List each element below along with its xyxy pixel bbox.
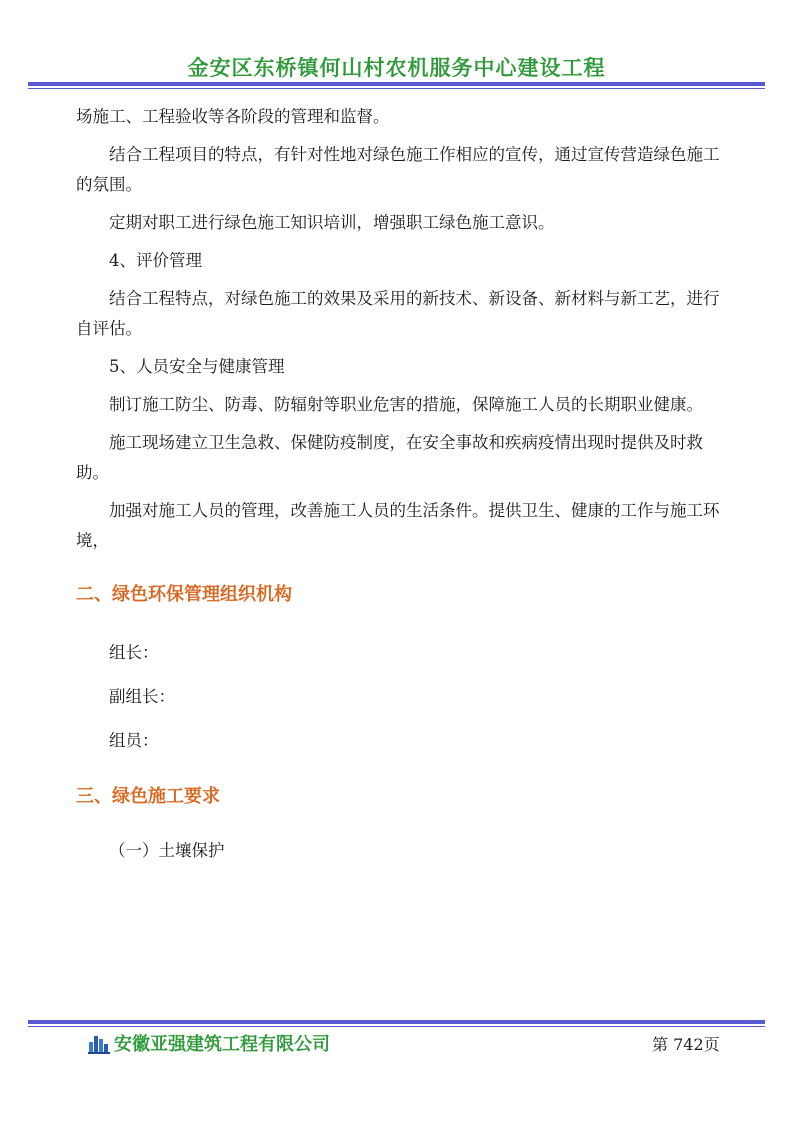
chapter-heading-3: 三、绿色施工要求 [76,786,220,807]
page-number: 第 742页 [652,1035,720,1054]
paragraph-2: 结合工程项目的特点，有针对性地对绿色施工作相应的宣传，通过宣传营造绿色施工的氛围。 [76,145,720,194]
role-deputy-leader: 副组长： [109,687,175,706]
company-name: 安徽亚强建筑工程有限公司 [114,1034,330,1055]
section-heading-4: 4、评价管理 [109,251,202,270]
paragraph-8: 施工现场建立卫生急救、保健防疫制度，在安全事故和疾病疫情出现时提供及时救助。 [76,433,703,482]
header-title: 金安区东桥镇何山村农机服务中心建设工程 [187,56,606,80]
footer-company [88,1030,330,1056]
section-heading-5: 5、人员安全与健康管理 [109,357,285,376]
document-body [76,102,726,874]
paragraph-9: 加强对施工人员的管理，改善施工人员的生活条件。提供卫生、健康的工作与施工环境， [76,501,720,550]
paragraph-5: 结合工程特点，对绿色施工的效果及采用的新技术、新设备、新材料与新工艺，进行自评估。 [76,289,720,338]
role-members: 组员： [109,731,159,750]
header-rule [28,82,765,89]
footer-rule [28,1020,765,1027]
subheading-soil-protection: （一）土壤保护 [109,841,225,860]
paragraph-7: 制订施工防尘、防毒、防辐射等职业危害的措施，保障施工人员的长期职业健康。 [109,395,703,414]
paragraph-3: 定期对职工进行绿色施工知识培训，增强职工绿色施工意识。 [109,213,555,232]
paragraph-1: 场施工、工程验收等各阶段的管理和监督。 [76,107,390,126]
role-leader: 组长： [109,643,159,662]
building-logo-icon [88,1032,110,1054]
chapter-heading-2: 二、绿色环保管理组织机构 [76,584,292,605]
